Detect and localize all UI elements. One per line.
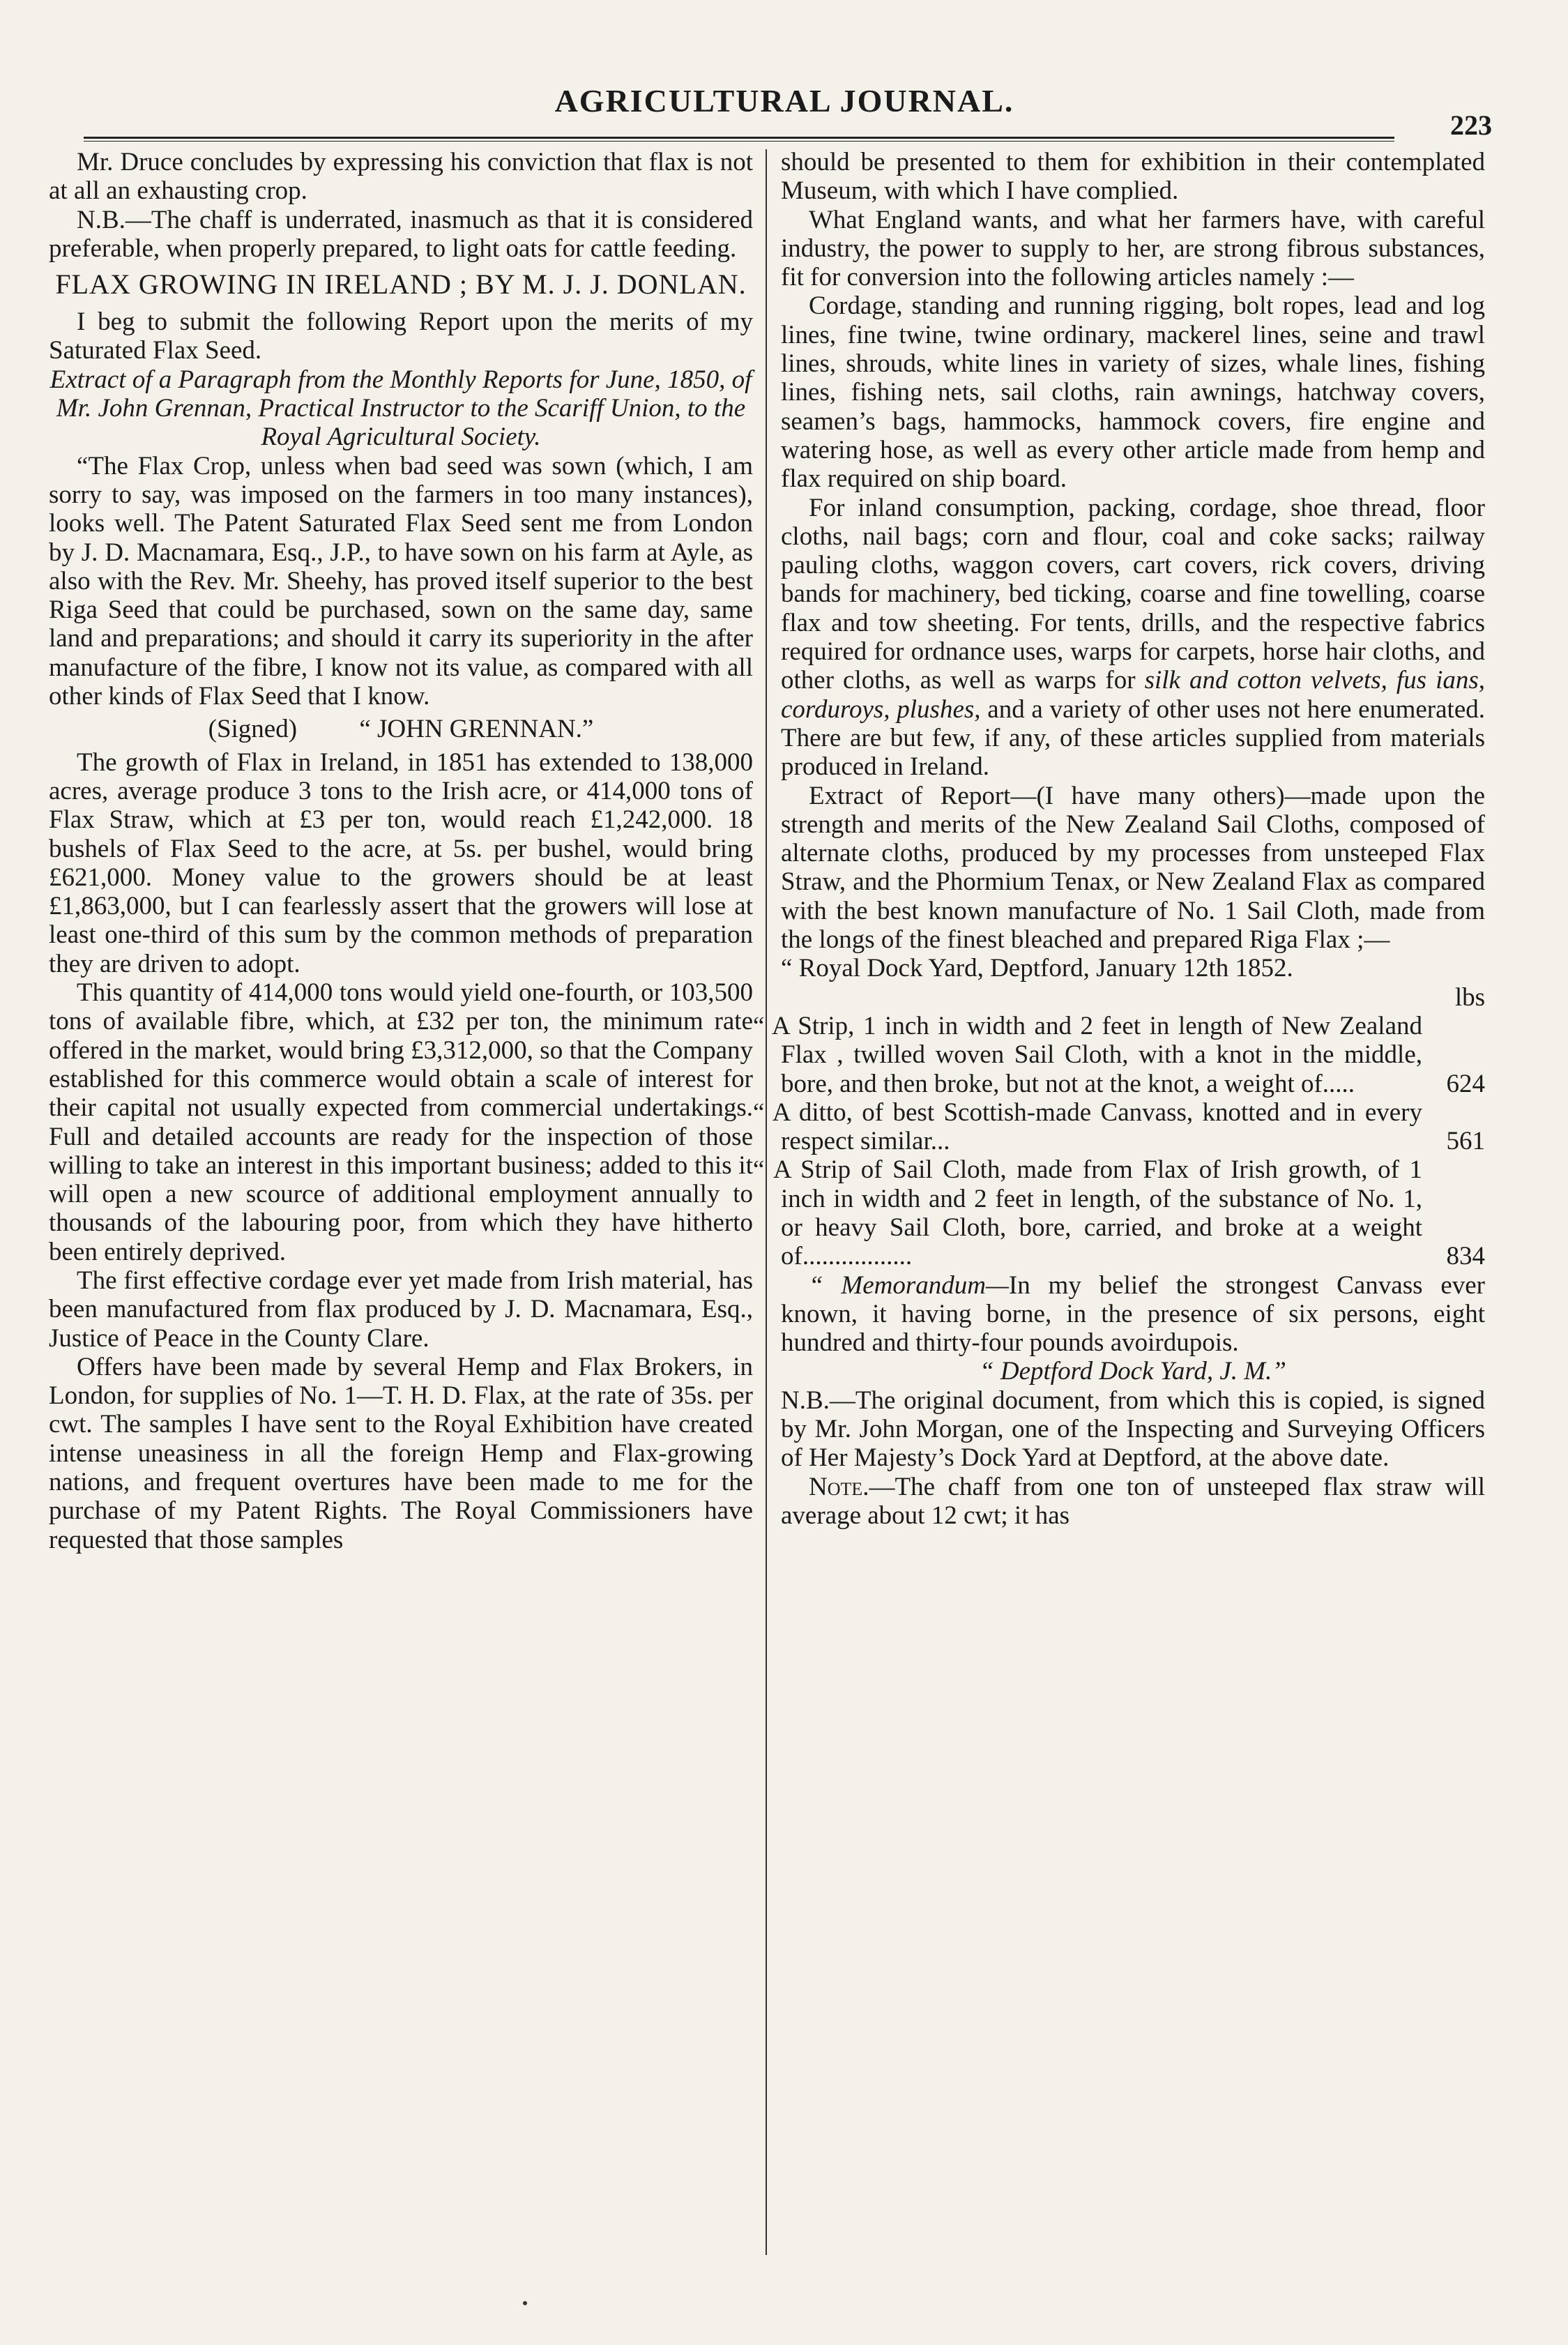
paragraph: “The Flax Crop, unless when bad seed was sown (which, I am sorry to say, was imposed on the farmers in too many instances), looks well. The Patent Saturated Flax Seed sent me from London by J. D. Macnamara, Esq., J.P., to have sown on his farm at Ayle, as also with the Rev. Mr. Sheehy, has proved itself superior to the best Riga Seed that could be purchased, sown on the same day, same land and preparations; and should it carry its superiority in the after manufacture of the fibre, I know not its value, as compared with all other kinds of Flax Seed that I know. xyxy=(49,451,753,711)
table-row xyxy=(781,1012,1485,1098)
paragraph: The growth of Flax in Ireland, in 1851 has extended to 138,000 acres, average produce 3 tons to the Irish acre, or 414,000 tons of Flax Straw, which at £3 per ton, would reach £1,242,000. 18 bushels of Flax Seed to the acre, at 5s. per bushel, would bring £621,000. Money value to the growers should be at least £1,863,000, but I can fearlessly assert that the growers will lose at least one-third of this sum by the common methods of preparation they are driven to adopt. xyxy=(49,747,753,978)
note-text: —The chaff from one ton of unsteeped flax straw will average about 12 cwt; it has xyxy=(781,1472,1485,1530)
test-value: 834 xyxy=(1446,1242,1485,1271)
print-mark xyxy=(523,2301,527,2305)
test-description: “ A ditto, of best Scottish-made Canvass, knotted and in every respect similar... xyxy=(753,1098,1422,1156)
note xyxy=(781,1473,1485,1531)
paragraph-part: For inland consumption, packing, cordage, shoe thread, floor cloths, nail bags; corn and flour, coal and coke sacks; railway pauling cloths, waggon covers, cart covers, rick covers, driving bands for machinery, bed ticking, coarse and fine towelling, coarse flax and tow sheeting. For tents, drills, and the respective fabrics required for ordnance uses, warps for carpets, horse hair cloths, and other cloths, as well as warps for xyxy=(781,493,1485,695)
table-row xyxy=(781,1098,1485,1156)
note-label: Note. xyxy=(809,1472,869,1501)
page-number: 223 xyxy=(1450,109,1492,141)
signed-label: (Signed) xyxy=(208,715,298,744)
test-description: “ A Strip, 1 inch in width and 2 feet in length of New Zealand Flax , twilled woven Sail Cloth, with a knot in the middle, bore, and then broke, but not at the knot, a weight of..... xyxy=(753,1011,1422,1098)
signed-name: “ JOHN GRENNAN.” xyxy=(359,715,594,744)
memo-text: In my belief the strongest Canvass ever known, it having borne, in the presence of six persons, eight hundred and thirty-four pounds avoirdupois. xyxy=(781,1270,1485,1358)
page-header xyxy=(77,82,1492,141)
memo-signature: “ Deptford Dock Yard, J. M.” xyxy=(980,1357,1286,1386)
memo-label: “ Memorandum— xyxy=(809,1270,1009,1300)
test-description: “ A Strip of Sail Cloth, made from Flax of Irish growth, of 1 inch in width and 2 feet in length, of the substance of No. 1, or heavy Sail Cloth, bore, carried, and broke at a weight of................. xyxy=(753,1155,1422,1271)
memorandum xyxy=(781,1271,1485,1358)
units-label: lbs xyxy=(1454,982,1485,1012)
paragraph: Offers have been made by several Hemp and Flax Brokers, in London, for supplies of No. 1—T. H. D. Flax, at the rate of 35s. per cwt. The samples I have sent to the Royal Exhibition have created intense uneasiness in all the foreign Hemp and Flax-growing nations, and frequent overtures have been made to me for the purchase of my Patent Rights. The Royal Commissioners have requested that those samples xyxy=(49,1352,753,1554)
header-rule xyxy=(84,137,1394,142)
paragraph: N.B.—The chaff is underrated, inasmuch as that it is considered preferable, when properly prepared, to light oats for cattle feeding. xyxy=(49,205,753,263)
test-results-table xyxy=(753,1011,1485,1271)
extract-heading: Extract of a Paragraph from the Monthly Reports for June, 1850, of Mr. John Grennan, Practical Instructor to the Scariff Union, to the Royal Agricultural Society. xyxy=(50,365,752,452)
left-column xyxy=(49,148,753,2317)
paragraph: The first effective cordage ever yet made from Irish material, has been manufactured from flax produced by J. D. Macnamara, Esq., Justice of Peace in the County Clare. xyxy=(49,1266,753,1353)
paragraph: This quantity of 414,000 tons would yield one-fourth, or 103,500 tons of available fibre, which, at £32 per ton, the minimum rate offered in the market, would bring £3,312,000, so that the Company established for this commerce would obtain a scale of interest for their capital not usually expected from commercial undertakings. Full and detailed accounts are ready for the inspection of those willing to take an interest in this important business; added to this it will open a new scource of additional employment annually to thousands of the labouring poor, from which they have hitherto been entirely deprived. xyxy=(49,978,753,1266)
paragraph-part: and a variety of other uses not here enumerated. There are but few, if any, of these articles supplied from materials produced in Ireland. xyxy=(781,695,1486,782)
paragraph: Cordage, standing and running rigging, bolt ropes, lead and log lines, fine twine, twine ordinary, mackerel lines, seine and trawl lines, shrouds, white lines in variety of sizes, whale lines, fishing lines, fishing nets, sail cloths, rain awnings, hatchway covers, seamen’s bags, hammocks, hammock covers, fire engine and watering hose, as well as every other article made from hemp and flax required on ship board. xyxy=(781,291,1485,494)
section-heading: FLAX GROWING IN IRELAND ; BY M. J. J. DONLAN. xyxy=(55,268,747,301)
paragraph: should be presented to them for exhibition in their contemplated Museum, with which I have complied. xyxy=(781,148,1485,206)
column-divider xyxy=(766,149,767,2255)
journal-title: AGRICULTURAL JOURNAL. xyxy=(554,83,1014,119)
test-value: 624 xyxy=(1446,1069,1485,1098)
right-column xyxy=(753,148,1486,2317)
paragraph xyxy=(781,494,1485,782)
dockyard-dateline: “ Royal Dock Yard, Deptford, January 12th 1852. xyxy=(781,954,1293,983)
paragraph: Mr. Druce concludes by expressing his conviction that flax is not at all an exhausting crop. xyxy=(49,148,753,206)
signature-line xyxy=(49,715,753,743)
italic-fabrics: silk and cotton velvets, fus ians, corduroys, plushes, xyxy=(781,666,1485,724)
paragraph: What England wants, and what her farmers have, with careful industry, the power to supply to her, are strong fibrous substances, fit for conversion into the following articles namely :— xyxy=(781,205,1485,292)
paragraph: I beg to submit the following Report upon the merits of my Saturated Flax Seed. xyxy=(49,308,753,365)
table-row xyxy=(781,1155,1485,1270)
paragraph: Extract of Report—(I have many others)—made upon the strength and merits of the New Zealand Sail Cloths, composed of alternate cloths, produced by my processes from unsteeped Flax Straw, and the Phormium Tenax, or New Zealand Flax as compared with the best known manufacture of No. 1 Sail Cloth, made from the longs of the finest bleached and prepared Riga Flax ;— xyxy=(781,781,1485,955)
paragraph: N.B.—The original document, from which this is copied, is signed by Mr. John Morgan, one of the Inspecting and Surveying Officers of Her Majesty’s Dock Yard at Deptford, at the above date. xyxy=(781,1386,1485,1473)
test-value: 561 xyxy=(1446,1127,1485,1156)
